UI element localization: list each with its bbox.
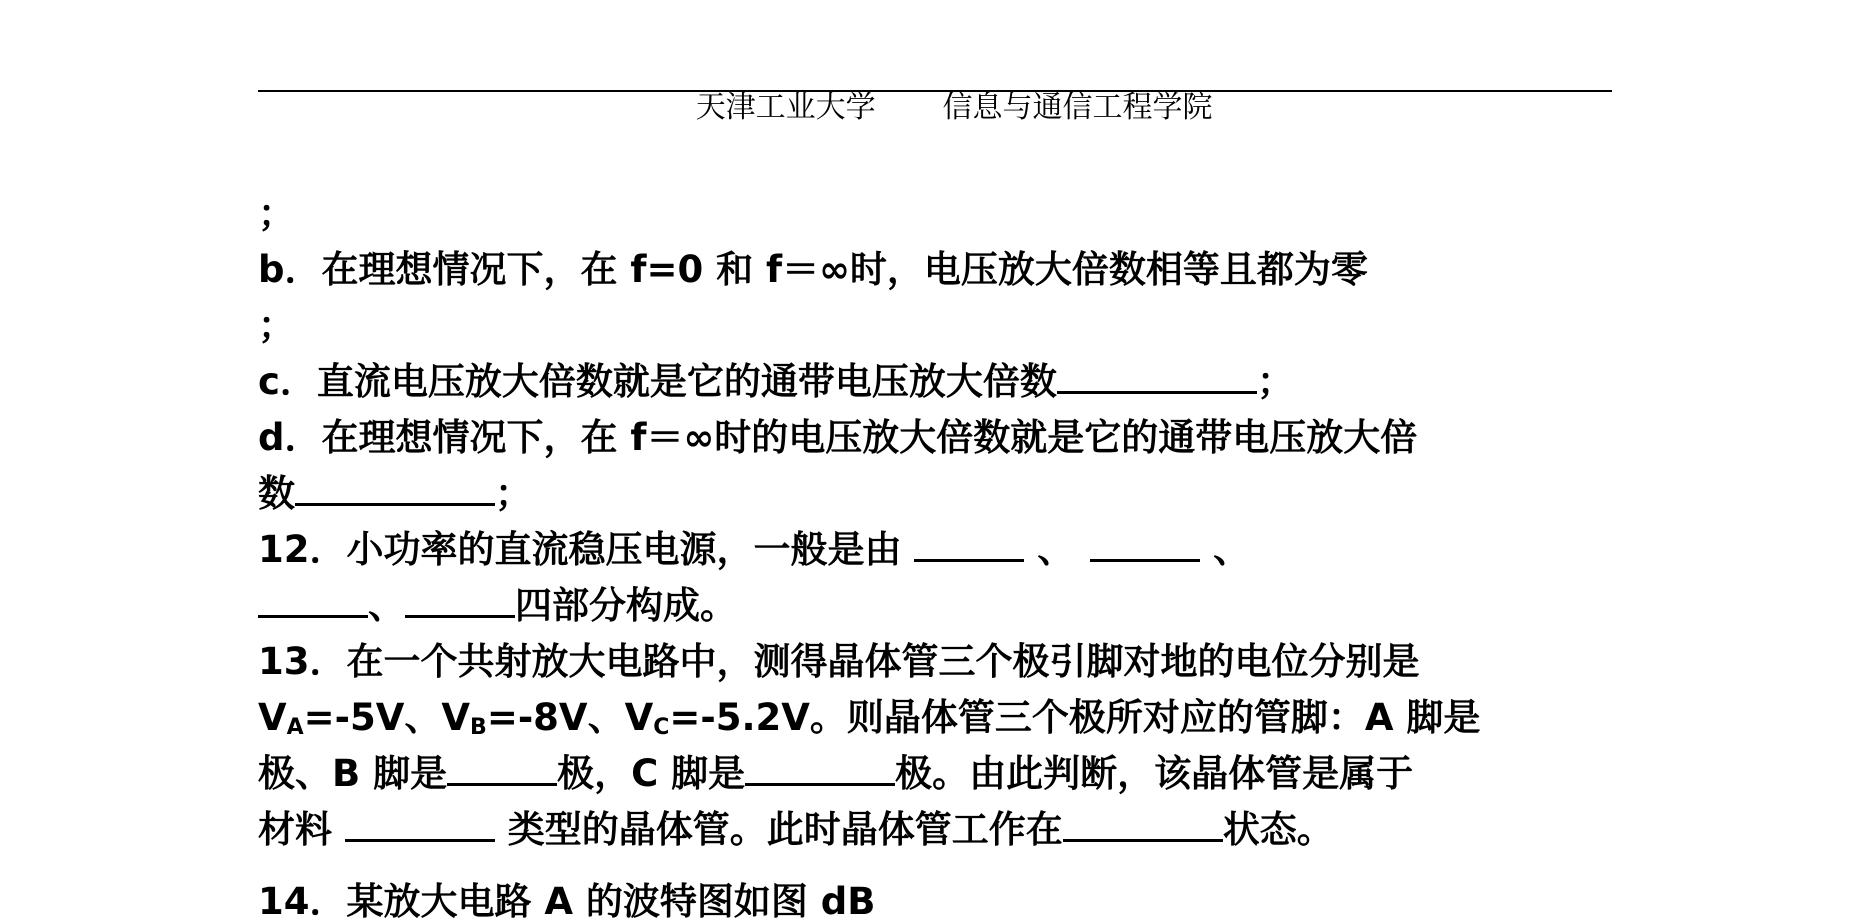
line-text: 、 — [368, 584, 405, 627]
subscript: A — [286, 715, 304, 740]
text-line-6 — [258, 466, 1612, 522]
text-line-10 — [258, 690, 1612, 746]
line-text: 13．在一个共射放大电路中，测得晶体管三个极引脚对地的电位分别是 — [258, 640, 1420, 683]
text-line-5 — [258, 410, 1612, 466]
text-line-8 — [258, 578, 1612, 634]
answer-blank — [1090, 525, 1200, 562]
answer-blank — [258, 581, 368, 618]
answer-blank — [914, 525, 1024, 562]
line-text: 四部分构成。 — [515, 584, 737, 627]
line-text: 14．某放大电路 A 的波特图如图 dB — [258, 880, 876, 923]
text-line-1 — [258, 186, 1612, 242]
answer-blank — [345, 805, 495, 842]
text-line-7 — [258, 522, 1612, 578]
text-line-11 — [258, 746, 1612, 802]
text-line-9 — [258, 634, 1612, 690]
line-text: ； — [258, 192, 295, 235]
line-text: V — [258, 696, 287, 739]
line-text: 极。由此判断，该晶体管是属于 — [895, 752, 1414, 795]
line-text: 数 — [258, 472, 295, 515]
text-line-3 — [258, 298, 1612, 354]
line-text: 、 — [1200, 528, 1251, 571]
answer-blank — [1063, 805, 1223, 842]
text-line-2 — [258, 242, 1612, 298]
line-text: 类型的晶体管。此时晶体管工作在 — [494, 808, 1063, 851]
answer-blank — [295, 469, 495, 506]
question-body — [258, 186, 1612, 858]
line-text: c．直流电压放大倍数就是它的通带电压放大倍数 — [258, 360, 1057, 403]
answer-blank — [447, 749, 557, 786]
line-text: d．在理想情况下，在 f＝∞时的电压放大倍数就是它的通带电压放大倍 — [258, 416, 1418, 459]
text-line-4 — [258, 354, 1612, 410]
answer-blank — [745, 749, 895, 786]
text-line-13-partial — [258, 882, 875, 922]
line-text: ； — [258, 304, 295, 347]
line-text: 极、B 脚是 — [258, 752, 448, 795]
line-text: =-8V、V — [486, 696, 654, 739]
answer-blank — [1057, 357, 1257, 394]
subscript: B — [470, 715, 487, 740]
answer-blank — [405, 581, 515, 618]
line-text: 材料 — [258, 808, 345, 851]
line-text: 、 — [1024, 528, 1075, 571]
line-text: ； — [1256, 360, 1294, 403]
line-text: 12．小功率的直流稳压电源，一般是由 — [258, 528, 915, 571]
page-header — [258, 48, 1612, 125]
line-text: 状态。 — [1222, 808, 1334, 851]
line-text: b．在理想情况下，在 f=0 和 f＝∞时，电压放大倍数相等且都为零 — [258, 248, 1368, 291]
header-text: 天津工业大学 信息与通信工程学院 — [695, 90, 1213, 125]
line-text: =-5.2V。则晶体管三个极所对应的管脚：A 脚是 — [669, 696, 1481, 739]
text-line-12 — [258, 802, 1612, 858]
line-text: =-5V、V — [303, 696, 471, 739]
subscript: C — [653, 715, 670, 740]
line-text: 极，C 脚是 — [557, 752, 746, 795]
line-text: ； — [495, 472, 532, 515]
